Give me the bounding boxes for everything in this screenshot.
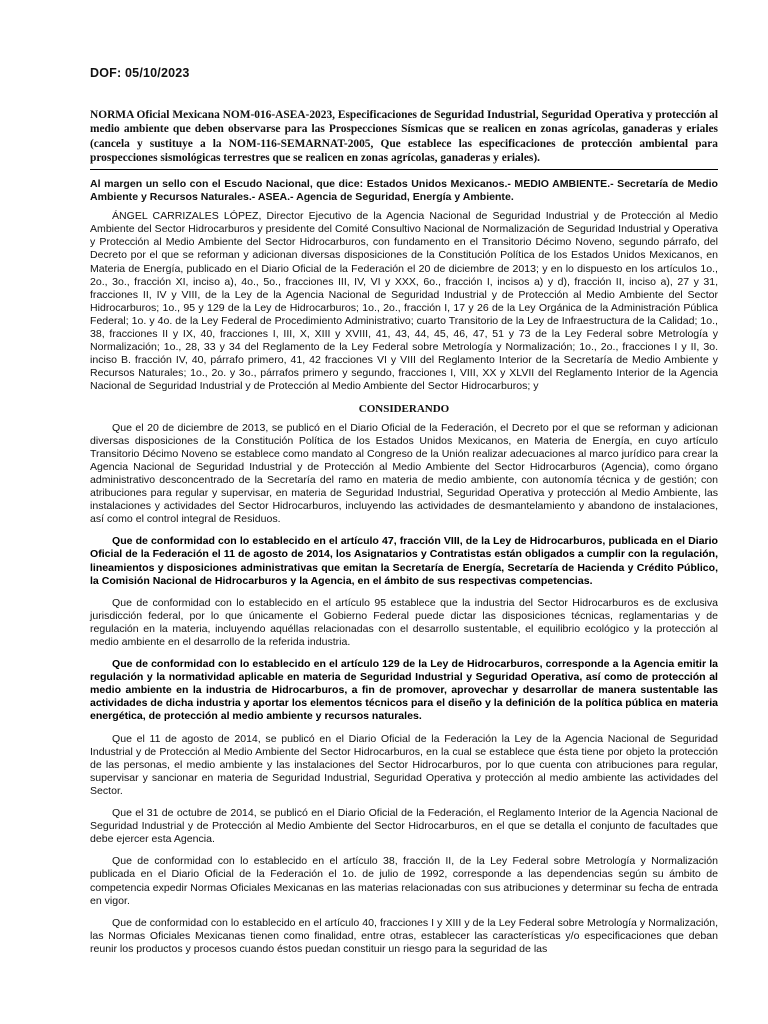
document-body	[90, 178, 718, 965]
considerando-paragraph-5: Que el 11 de agosto de 2014, se publicó en el Diario Oficial de la Federación la Ley de la Agencia Nacional de Seguridad Industrial y de Protección al Medio Ambiente del Sector Hidrocarburos, en la cual se establece que ésta tiene por objeto la protección de las personas, el medio ambiente y las instalaciones del Sector Hidrocarburos, por lo que cuenta con atribuciones para regular, supervisar y sancionar en materia de Seguridad Industrial, Seguridad Operativa y protección al medio ambiente las actividades del Sector.	[90, 732, 718, 797]
margin-note: Al margen un sello con el Escudo Nacional, que dice: Estados Unidos Mexicanos.- MEDIO AMBIENTE.- Secretaría de Medio Ambiente y Recursos Naturales.- ASEA.- Agencia de Seguridad, Energía y Ambiente.	[90, 178, 718, 204]
considerando-paragraph-1: Que el 20 de diciembre de 2013, se publicó en el Diario Oficial de la Federación, el Decreto por el que se reforman y adicionan diversas disposiciones de la Constitución Política de los Estados Unidos Mexicanos, en Materia de Energía, en cuyo artículo Transitorio Décimo Noveno se establece como mandato al Congreso de la Unión realizar adecuaciones al marco jurídico para crear la Agencia Nacional de Seguridad Industrial y de Protección al Medio Ambiente del Sector Hidrocarburos (Agencia), como órgano administrativo desconcentrado de la Secretaría del ramo en materia de medio ambiente, con autonomía técnica y de gestión; con atribuciones para regular y supervisar, en materia de Seguridad Industrial, Seguridad Operativa y protección al Medio Ambiente, las instalaciones y actividades del Sector Hidrocarburos, incluyendo las actividades de desmantelamiento y abandono de instalaciones, así como el control integral de Residuos.	[90, 421, 718, 526]
considerando-paragraph-7: Que de conformidad con lo establecido en el artículo 38, fracción II, de la Ley Federal sobre Metrología y Normalización publicada en el Diario Oficial de la Federación el 1o. de julio de 1992, corresponde a las dependencias según su ámbito de competencia expedir Normas Oficiales Mexicanas en las materias relacionadas con sus atribuciones y determinar su fecha de entrada en vigor.	[90, 855, 718, 907]
preamble-paragraph: ÁNGEL CARRIZALES LÓPEZ, Director Ejecutivo de la Agencia Nacional de Seguridad Industrial y de Protección al Medio Ambiente del Sector Hidrocarburos y presidente del Comité Consultivo Nacional de Normalización de Seguridad Industrial y Operativa y Protección al Medio Ambiente del Sector Hidrocarburos, con fundamento en el Transitorio Décimo Noveno, segundo párrafo, del Decreto por el que se reforman y adicionan diversas disposiciones de la Constitución Política de los Estados Unidos Mexicanos, en Materia de Energía, publicado en el Diario Oficial de la Federación el 20 de diciembre de 2013; y en lo dispuesto en los artículos 1o., 2o., 3o., fracción XI, inciso a), 4o., 5o., fracciones III, IV, VI y XXX, 6o., fracción I, incisos a) y d), fracción II, inciso a), 27 y 31, fracciones II, IV y VIII, de la Ley de la Agencia Nacional de Seguridad Industrial y de Protección al Medio Ambiente del Sector Hidrocarburos; 1o., 95 y 129 de la Ley de Hidrocarburos; 1o., 2o., fracción I, 17 y 26 de la Ley Orgánica de la Administración Pública Federal; 1o. y 4o. de la Ley Federal de Procedimiento Administrativo; cuarto Transitorio de la Ley de Infraestructura de la Calidad; 1o., 38, fracciones II y IX, 40, fracciones I, III, X, XIII y XVIII, 41, 43, 44, 45, 46, 47, 51 y 73 de la Ley Federal sobre Metrología y Normalización; 1o., 28, 33 y 34 del Reglamento de la Ley Federal sobre Metrología y Normalización; 1o., 2o., fracciones I y II, 3o. inciso B. fracción IV, 40, párrafo primero, 41, 42 fracciones VI y VIII del Reglamento Interior de la Secretaría de Medio Ambiente y Recursos Naturales; 1o., 2o. y 3o., párrafos primero y segundo, fracciones I, VIII, XX y XLVII del Reglamento Interior de la Agencia Nacional de Seguridad Industrial y de Protección al Medio Ambiente del Sector Hidrocarburos; y	[90, 210, 718, 393]
considerando-paragraph-3: Que de conformidad con lo establecido en el artículo 95 establece que la industria del Sector Hidrocarburos es de exclusiva jurisdicción federal, por lo que únicamente el Gobierno Federal puede dictar las disposiciones técnicas, reglamentarias y de regulación en la materia, incluyendo aquéllas relacionadas con el desarrollo sustentable, el equilibrio ecológico y la protección al medio ambiente en el desarrollo de la referida industria.	[90, 596, 718, 648]
considerando-paragraph-4: Que de conformidad con lo establecido en el artículo 129 de la Ley de Hidrocarburos, corresponde a la Agencia emitir la regulación y la normatividad aplicable en materia de Seguridad Industrial y Seguridad Operativa, así como de protección al medio ambiente en la industria de Hidrocarburos, a fin de promover, aprovechar y desarrollar de manera sustentable las actividades de dicha industria y aportar los elementos técnicos para el diseño y la definición de la política pública en materia energética, de protección al medio ambiente y recursos naturales.	[90, 658, 718, 723]
considerando-paragraph-8: Que de conformidad con lo establecido en el artículo 40, fracciones I y XIII y de la Ley Federal sobre Metrología y Normalización, las Normas Oficiales Mexicanas tienen como finalidad, entre otras, establecer las características y/o especificaciones que deban reunir los productos y procesos cuando éstos puedan constituir un riesgo para la seguridad de las	[90, 916, 718, 955]
considerando-heading: CONSIDERANDO	[358, 402, 450, 415]
dof-date: DOF: 05/10/2023	[90, 66, 190, 80]
title-divider	[90, 169, 718, 170]
considerando-paragraph-6: Que el 31 de octubre de 2014, se publicó en el Diario Oficial de la Federación, el Reglamento Interior de la Agencia Nacional de Seguridad Industrial y de Protección al Medio Ambiente del Sector Hidrocarburos, en el que se detalla el conjunto de facultades que debe ejercer esta Agencia.	[90, 807, 718, 846]
norma-title: NORMA Oficial Mexicana NOM-016-ASEA-2023, Especificaciones de Seguridad Industrial, Seguridad Operativa y protección al medio ambiente que deben observarse para las Prospecciones Sísmicas que se realicen en zonas agrícolas, ganaderas y eriales (cancela y sustituye a la NOM-116-SEMARNAT-2005, Que establece las especificaciones de protección ambiental para prospecciones sismológicas terrestres que se realicen en zonas agrícolas, ganaderas y eriales).	[90, 109, 718, 164]
considerando-paragraph-2: Que de conformidad con lo establecido en el artículo 47, fracción VIII, de la Ley de Hidrocarburos, publicada en el Diario Oficial de la Federación el 11 de agosto de 2014, los Asignatarios y Contratistas están obligados a cumplir con la regulación, lineamientos y disposiciones administrativas que emitan la Secretaría de Energía, Secretaría de Hacienda y Crédito Público, la Comisión Nacional de Hidrocarburos y la Agencia, en el ámbito de sus respectivas competencias.	[90, 535, 718, 587]
